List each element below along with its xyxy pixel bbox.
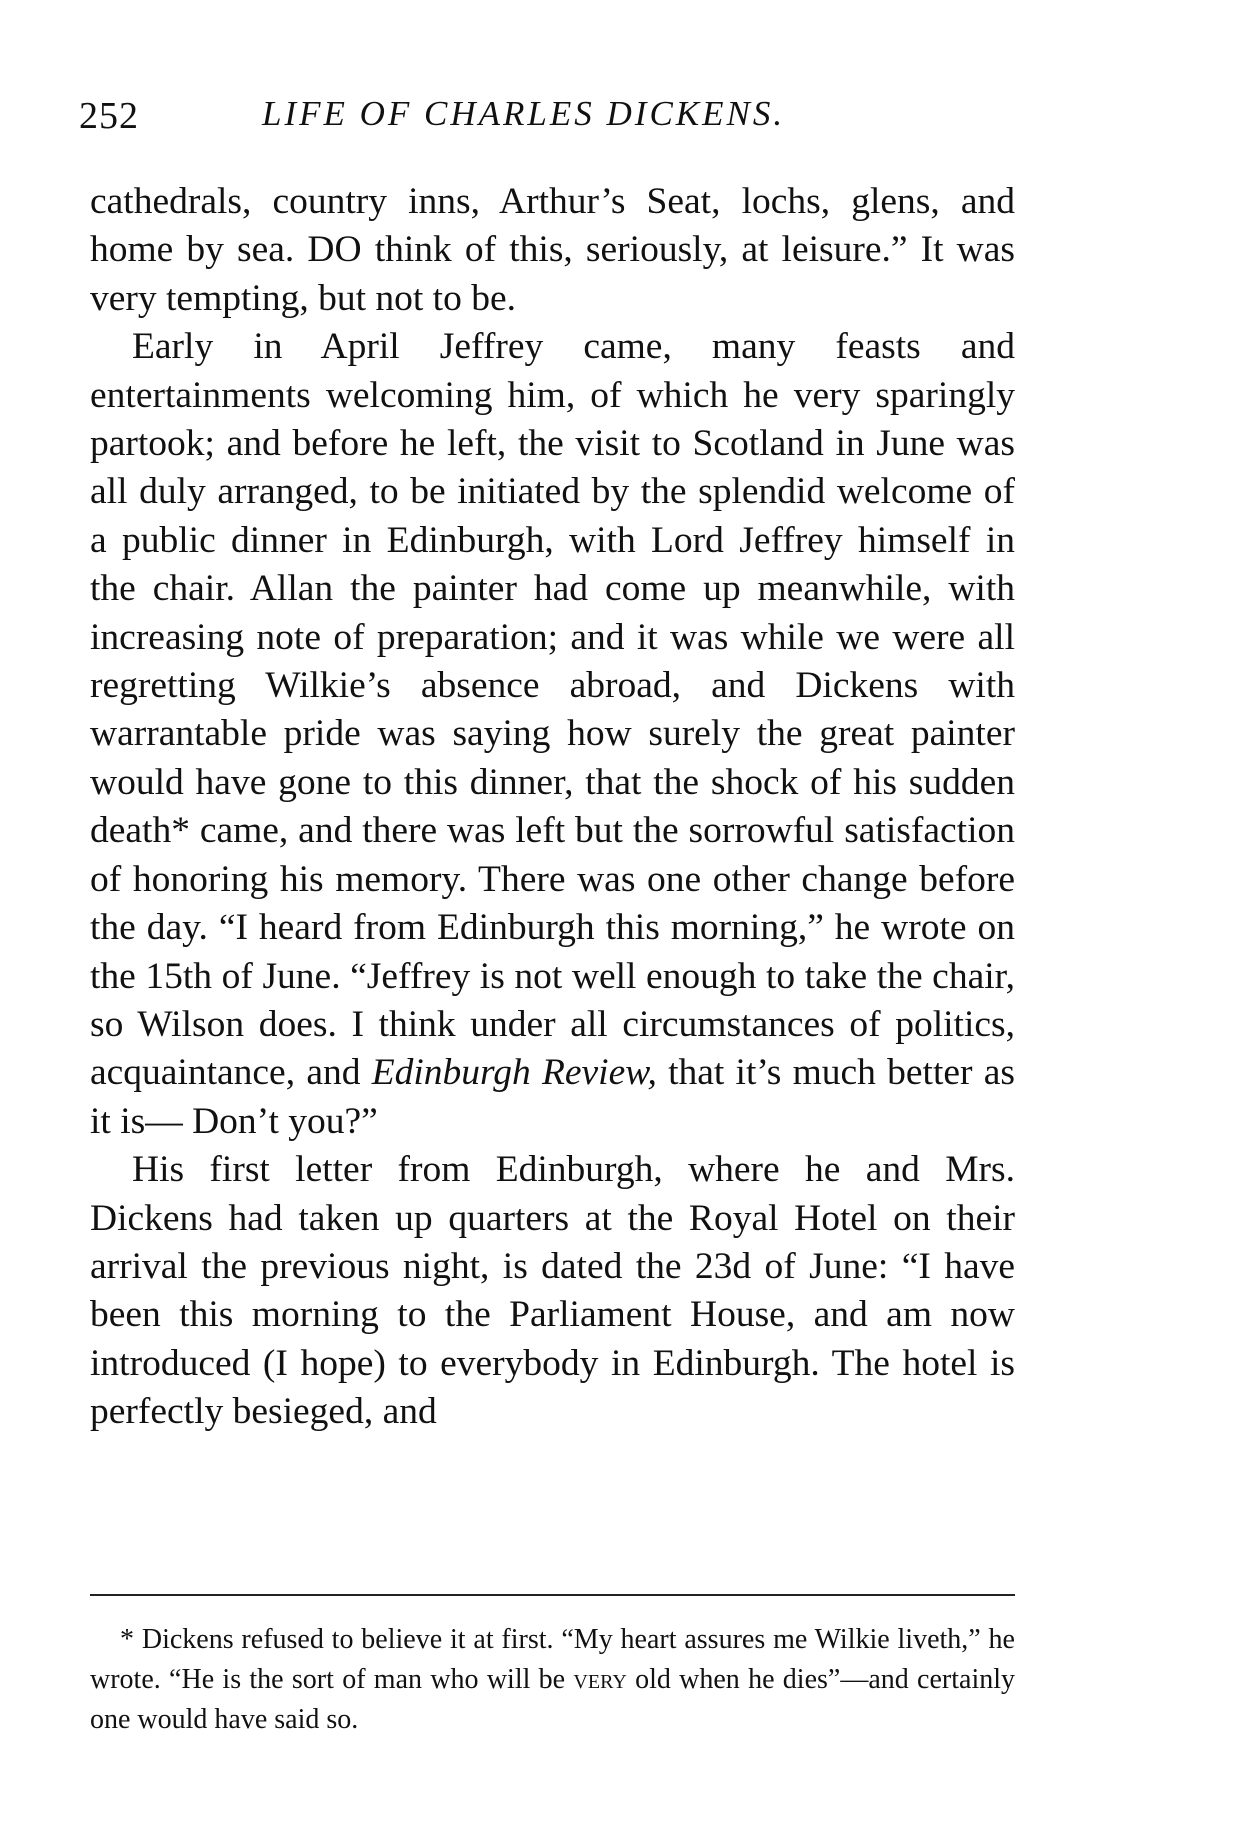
paragraph-continued: cathedrals, country inns, Arthur’s Seat, lochs, glens, and home by sea. DO think of this, seriously, at leisure.” It was very tempting, but not to be.	[90, 181, 1015, 319]
paragraph-text-end: that it’s much better as it is— Don’t you?”	[90, 1052, 1015, 1142]
footnote-text-end: old when he dies”—and certainly one would have said so.	[90, 1664, 1016, 1735]
italic-title: Edinburgh Review,	[371, 1052, 657, 1094]
footnote-emphasis: very	[573, 1664, 627, 1695]
footnote-text: * Dickens refused to believe it at first. “My heart assures me Wilkie liveth,” he wrote. “He is the sort of man who will be	[90, 1624, 1015, 1695]
paragraph-jeffrey	[90, 323, 1015, 1146]
body-text	[90, 178, 1015, 1437]
paragraph-edinburgh: His first letter from Edinburgh, where he and Mrs. Dickens had taken up quarters at the Royal Hotel on their arrival the previous night, is dated the 23d of June: “I have been this morning to the Parliament House, and am now introduced (I hope) to everybody in Edinburgh. The hotel is perfectly besieged, and	[90, 1149, 1015, 1433]
footnote	[90, 1620, 1015, 1740]
footnote-rule	[90, 1594, 1015, 1596]
running-head: LIFE OF CHARLES DICKENS.	[262, 94, 786, 133]
paragraph-text: Early in April Jeffrey came, many feasts and entertainments welcoming him, of which he very sparingly partook; and before he left, the visit to Scotland in June was all duly arranged, to be initiated by the splendid welcome of a public dinner in Edinburgh, with Lord Jeffrey himself in the chair. Allan the painter had come up meanwhile, with increasing note of preparation; and it was while we were all regretting Wilkie’s absence abroad, and Dickens with warrantable pride was saying how surely the great painter would have gone to this dinner, that the shock of his sudden death* came, and there was left but the sorrowful satisfaction of honoring his memory. There was one other change before the day. “I heard from Edinburgh this morning,” he wrote on the 15th of June. “Jeffrey is not well enough to take the chair, so Wilson does. I think under all circumstances of politics, acquaintance, and	[90, 326, 1015, 1094]
page-number: 252	[79, 95, 139, 137]
